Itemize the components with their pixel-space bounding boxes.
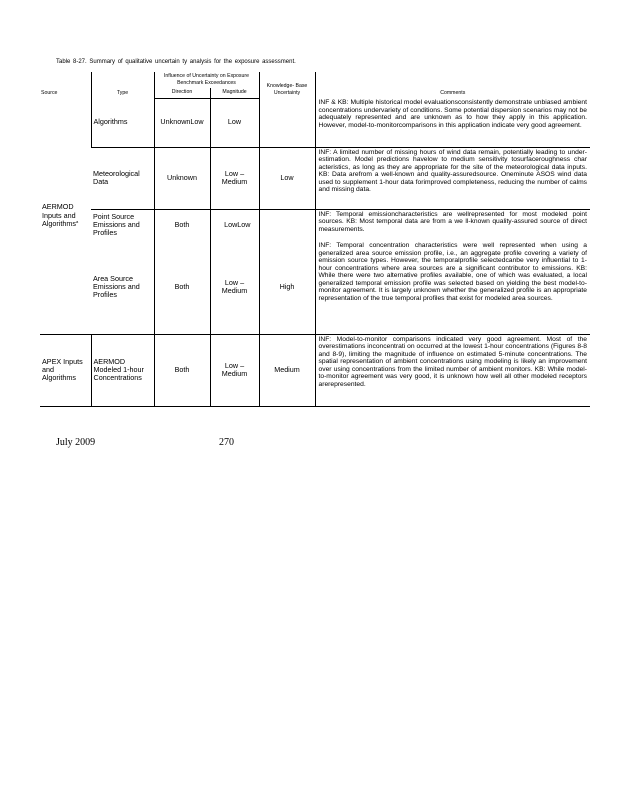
direction-cell: Both <box>154 209 210 241</box>
kb-cell: Low <box>259 147 315 209</box>
direction-cell: Both <box>154 241 210 334</box>
comment-cell: INF & KB: Multiple historical model evaluationsconsistently demonstrate unbiased ambient concentrations undervariety of conditions. Some potential dispersion scenarios may not be adequately represented and are unknown as to how they apply in this application. However, model-to-monitorcomparisons in this application indicate very good agreement. <box>315 98 590 147</box>
magnitude-cell: Low – Medium <box>210 147 259 209</box>
table-caption: Table 8-27. Summary of qualitative uncertain ty analysis for the exposure assessment. <box>56 59 296 65</box>
magnitude-cell: Low – Medium <box>210 241 259 334</box>
header-magnitude: Magnitude <box>210 88 259 98</box>
direction-cell: Both <box>154 334 210 406</box>
comment-cell: INF: Temporal emissioncharacteristics are wellrepresented for most modeled point sources. KB: Most temporal data are from a we ll-known quality-assured source of direct measurements. <box>315 209 590 241</box>
table-row <box>40 147 590 209</box>
magnitude-cell: Low – Medium <box>210 334 259 406</box>
type-cell: Meteorological Data <box>91 147 154 209</box>
kb-cell <box>259 209 315 241</box>
type-cell: Point Source Emissions and Profiles <box>91 209 154 241</box>
comment-cell: INF: Temporal concentration characteristics were well represented when using a generalized area source emission profile, i.e., an aggregate profile covering a variety of emission source types. However, the temporalprofile selectedcanbe very influential to 1- hour concentrations where area sources are a significant contributor to emissions. KB: While there were two alternative profiles available, one of which was evaluated, a local generalized temporal emission profile was selected based on yielding the best model-to-monitor agreement. It is largely unknown whether the generalized profile is an appropriate representation of the true temporal profiles that exist for modeled area sources. <box>315 241 590 334</box>
header-source: Source <box>41 89 58 96</box>
type-cell: Algorithms <box>91 98 154 147</box>
kb-cell: Medium <box>259 334 315 406</box>
magnitude-cell: LowLow <box>210 209 259 241</box>
type-cell: Area Source Emissions and Profiles <box>93 273 140 300</box>
source-label: AERMOD Inputs and Algorithms <box>42 202 76 228</box>
header-direction: Direction <box>154 88 210 98</box>
footer-date: July 2009 <box>56 437 96 448</box>
table-row <box>40 334 590 406</box>
kb-cell <box>259 98 315 147</box>
magnitude-cell: Low <box>210 98 259 147</box>
source-cell <box>40 98 91 334</box>
type-cell: AERMOD Modeled 1-hour Concentrations <box>91 334 154 406</box>
direction-cell: UnknownLow <box>154 98 210 147</box>
uncertainty-table <box>40 72 590 407</box>
source-cell: APEX Inputs and Algorithms <box>40 334 91 406</box>
kb-cell: High <box>259 241 315 334</box>
header-kb-uncertainty: Knowledge- Base Uncertainty <box>259 72 315 98</box>
direction-cell: Unknown <box>154 147 210 209</box>
header-comments: Comments <box>315 72 590 98</box>
comment-cell: INF: Model-to-monitor comparisons indicated very good agreement. Most of the overestimations inconcentrati on occurred at the lowest 1-hour concentrations (Figures 8-8 and 8-9), limiting the magnitude of influence on estimated 5-minute concentrations. The spatial representation of ambient concentrations using modeling is likely an improvement over using concentrations from the limited number of ambient monitors. KB: While model-to-monitor agreement was very good, it is unknown how well all other modeled receptors arerepresented. <box>315 334 590 406</box>
table-row <box>40 241 590 334</box>
header-influence: Influence of Uncertainty on Exposure Benchmark Exceedances <box>154 72 259 88</box>
comment-cell: INF: A limited number of missing hours of wind data remain, potentially leading to under-estimation. Model predictions havelow to medium sensitivity tosurfaceroughness char acteristics, as long as they are appropriate for the site of the meteorological data inputs. KB: Data arefrom a well-known and quality-assuredsource. Oneminute ASOS wind data used to supplement 1-hour data forimproved completeness, reducing the number of calms and missing data. <box>315 147 590 209</box>
header-type: Type <box>91 72 154 98</box>
footnote-marker: a <box>75 218 79 224</box>
page-number: 270 <box>219 437 234 448</box>
table-row <box>40 98 590 147</box>
table-row <box>40 209 590 241</box>
